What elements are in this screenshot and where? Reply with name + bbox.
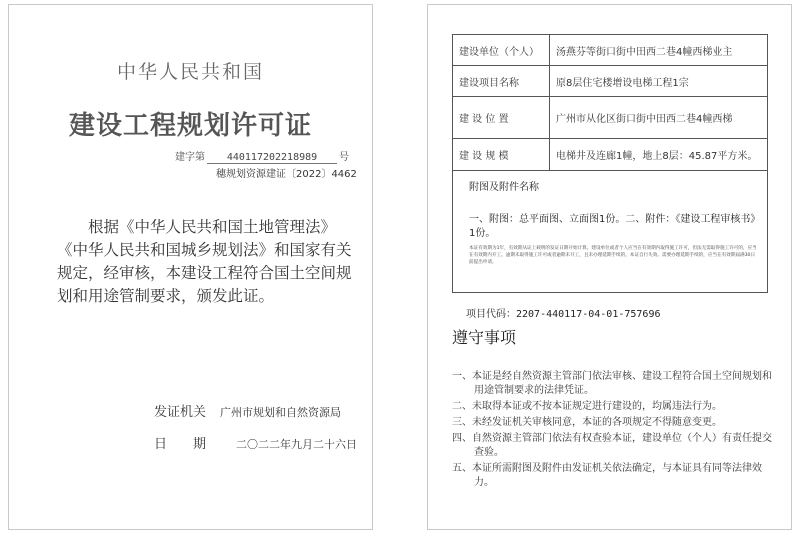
date-value: 二〇二二年九月二十六日 bbox=[236, 438, 358, 451]
date-line bbox=[154, 433, 357, 452]
attachments-text: 一、附图：总平面图、立面图1份。二、附件：《建设工程审核书》1份。 bbox=[469, 214, 756, 239]
row-value: 原8层住宅楼增设电梯工程1宗 bbox=[550, 66, 768, 97]
date-label: 日 期 bbox=[154, 437, 207, 452]
cert-number: 440117202218989 bbox=[207, 152, 337, 164]
fine-print: 本证有效期为1年，有效期从证上载明的发证日期开始计算。建设单位或者个人应当在有效期内取得施工许可，但法无需取得施工许可的，应当在有效期内开工。逾期未取得施工许可或者逾期未开工，且未办理延期手续的，本证自行失效。需要办理延期手续的，应当在有效期届满30日前提出申请。 bbox=[469, 246, 757, 265]
rule-item: 四、自然资源主管部门依法有权查验本证，建设单位（个人）有责任提交查验。 bbox=[452, 433, 772, 458]
certificate-title: 建设工程规划许可证 bbox=[68, 111, 312, 141]
certificate-front-page bbox=[8, 4, 373, 530]
project-code: 项目代码：2207-440117-04-01-757696 bbox=[466, 309, 661, 320]
table-row bbox=[453, 66, 768, 97]
row-value: 广州市从化区街口街中田西二巷4幢西梯 bbox=[550, 97, 768, 139]
row-label: 建设项目名称 bbox=[453, 66, 550, 97]
issuer-label: 发证机关 bbox=[154, 405, 207, 420]
issuer-line bbox=[154, 401, 341, 420]
rule-item: 二、未取得本证或不按本证规定进行建设的，均属违法行为。 bbox=[452, 401, 722, 412]
rules-list bbox=[452, 370, 772, 492]
rule-item: 一、本证是经自然资源主管部门依法审核、建设工程符合国土空间规划和用途管制要求的法律凭证。 bbox=[452, 371, 772, 396]
table-row bbox=[453, 139, 768, 171]
row-label: 建设单位（个人） bbox=[453, 35, 550, 66]
certificate-number-line bbox=[175, 148, 349, 164]
issuer-value: 广州市规划和自然资源局 bbox=[220, 406, 342, 419]
certificate-body: 根据《中华人民共和国土地管理法》《中华人民共和国城乡规划法》和国家有关规定，经审核，本建设工程符合国土空间规划和用途管制要求，颁发此证。 bbox=[57, 218, 352, 305]
country-name: 中华人民共和国 bbox=[116, 61, 264, 83]
project-info-table bbox=[452, 34, 768, 171]
certificate-back-page bbox=[427, 4, 792, 530]
rule-item: 五、本证所需附图及附件由发证机关依法确定，与本证具有同等法律效力。 bbox=[452, 463, 762, 488]
attachments-title: 附图及附件名称 bbox=[469, 182, 539, 193]
row-label: 建 设 位 置 bbox=[453, 97, 550, 139]
cert-suffix: 号 bbox=[339, 152, 349, 163]
table-row bbox=[453, 35, 768, 66]
attachments-box bbox=[452, 170, 768, 293]
row-value: 电梯井及连廊1幢，地上8层：45.87平方米。 bbox=[550, 139, 768, 171]
row-label: 建 设 规 模 bbox=[453, 139, 550, 171]
cert-prefix: 建字第 bbox=[175, 152, 205, 163]
row-value: 汤燕芬等街口街中田西二巷4幢西梯业主 bbox=[550, 35, 768, 66]
rules-title: 遵守事项 bbox=[452, 328, 517, 347]
rule-item: 三、未经发证机关审核同意，本证的各项规定不得随意变更。 bbox=[452, 417, 722, 428]
approval-number: 穗规划资源建证〔2022〕4462 bbox=[216, 169, 357, 180]
table-row bbox=[453, 97, 768, 139]
